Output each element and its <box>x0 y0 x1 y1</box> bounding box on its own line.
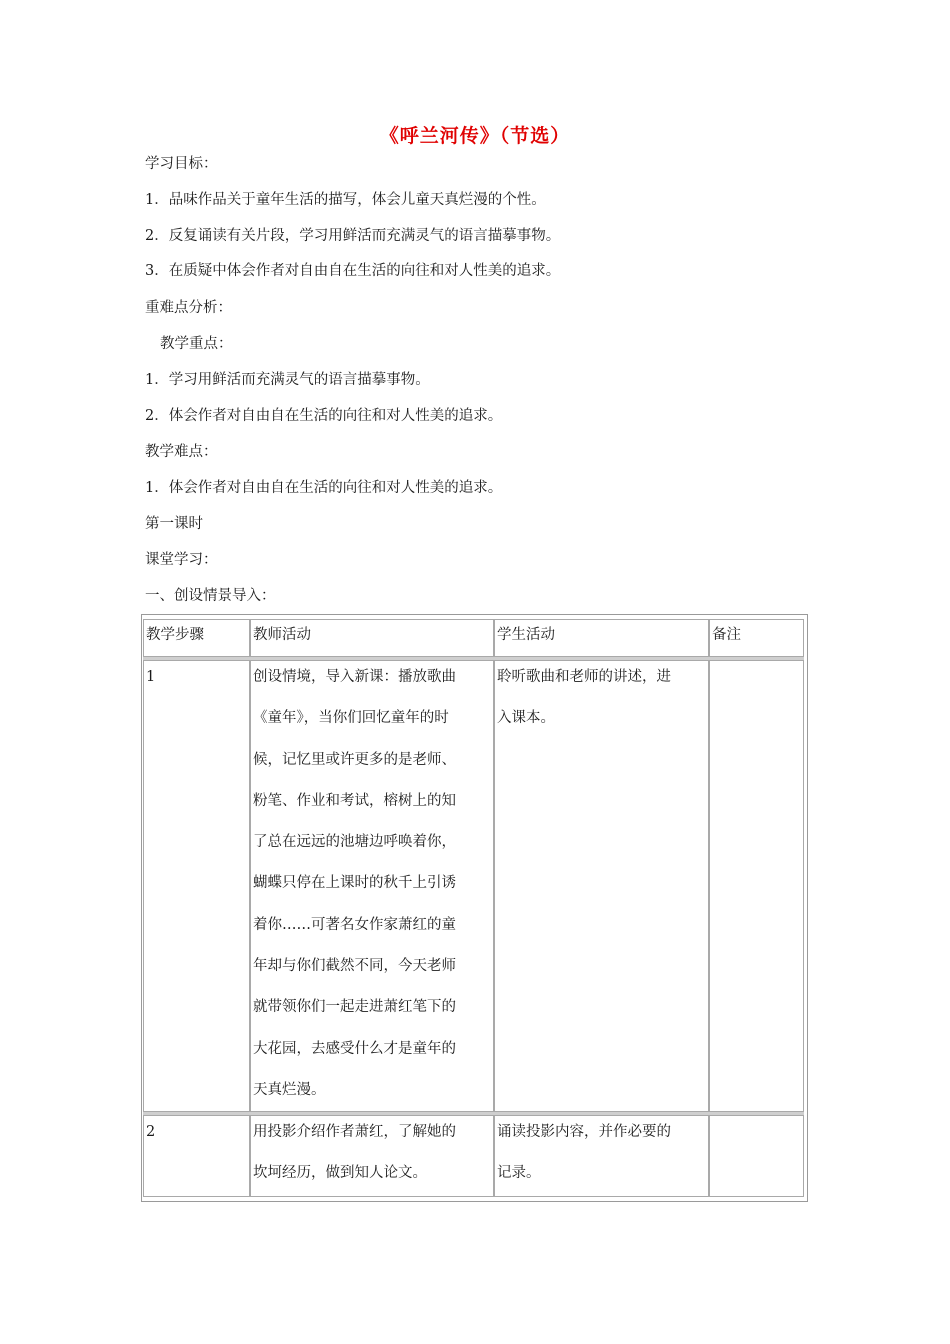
document-title: 《呼兰河传》（节选） <box>379 125 571 147</box>
key-points-heading: 教学重点： <box>160 336 233 352</box>
table-row-1-note <box>709 660 804 1112</box>
class-study-label: 课堂学习： <box>145 552 218 568</box>
key-point-item-1: 1．学习用鲜活而充满灵气的语言描摹事物。 <box>145 372 430 388</box>
difficulties-heading: 教学难点： <box>145 444 218 460</box>
table-header-note: 备注 <box>709 619 804 657</box>
lesson-label: 第一课时 <box>145 516 203 532</box>
objective-item-1: 1．品味作品关于童年生活的描写，体会儿童天真烂漫的个性。 <box>145 192 546 208</box>
table-row-2-note <box>709 1115 804 1197</box>
objective-item-2: 2．反复诵读有关片段，学习用鲜活而充满灵气的语言描摹事物。 <box>145 228 561 244</box>
difficulty-item-1: 1．体会作者对自由自在生活的向往和对人性美的追求。 <box>145 480 503 496</box>
analysis-heading: 重难点分析： <box>145 300 232 316</box>
table-header-teacher: 教师活动 <box>250 619 494 657</box>
table-header-student: 学生活动 <box>494 619 709 657</box>
table-row-1-step: 1 <box>143 660 250 1112</box>
table-row-2-step: 2 <box>143 1115 250 1197</box>
table-row-2-student: 诵读投影内容，并作必要的 记录。 <box>494 1115 709 1197</box>
table-row-1-student: 聆听歌曲和老师的讲述，进 入课本。 <box>494 660 709 1112</box>
objective-item-3: 3．在质疑中体会作者对自由自在生活的向往和对人性美的追求。 <box>145 263 561 279</box>
key-point-item-2: 2．体会作者对自由自在生活的向往和对人性美的追求。 <box>145 408 503 424</box>
table-row-2-teacher: 用投影介绍作者萧红，了解她的 坎坷经历，做到知人论文。 <box>250 1115 494 1197</box>
section-one-label: 一、创设情景导入： <box>145 588 276 604</box>
table-header-step: 教学步骤 <box>143 619 250 657</box>
table-row-1-teacher: 创设情境，导入新课：播放歌曲 《童年》，当你们回忆童年的时 候，记忆里或许更多的是老师、 粉笔、作业和考试，榕树上的知 了总在远远的池塘边呼唤着你， 蝴蝶只停在上课时的秋千上引诱 着你……可著名女作家萧红的童 年却与你们截然不同，今天老师 就带领你们一起走进萧红笔下的 大花园，去感受什么才是童年的 天真烂漫。 <box>250 660 494 1112</box>
objectives-heading: 学习目标： <box>145 156 218 172</box>
